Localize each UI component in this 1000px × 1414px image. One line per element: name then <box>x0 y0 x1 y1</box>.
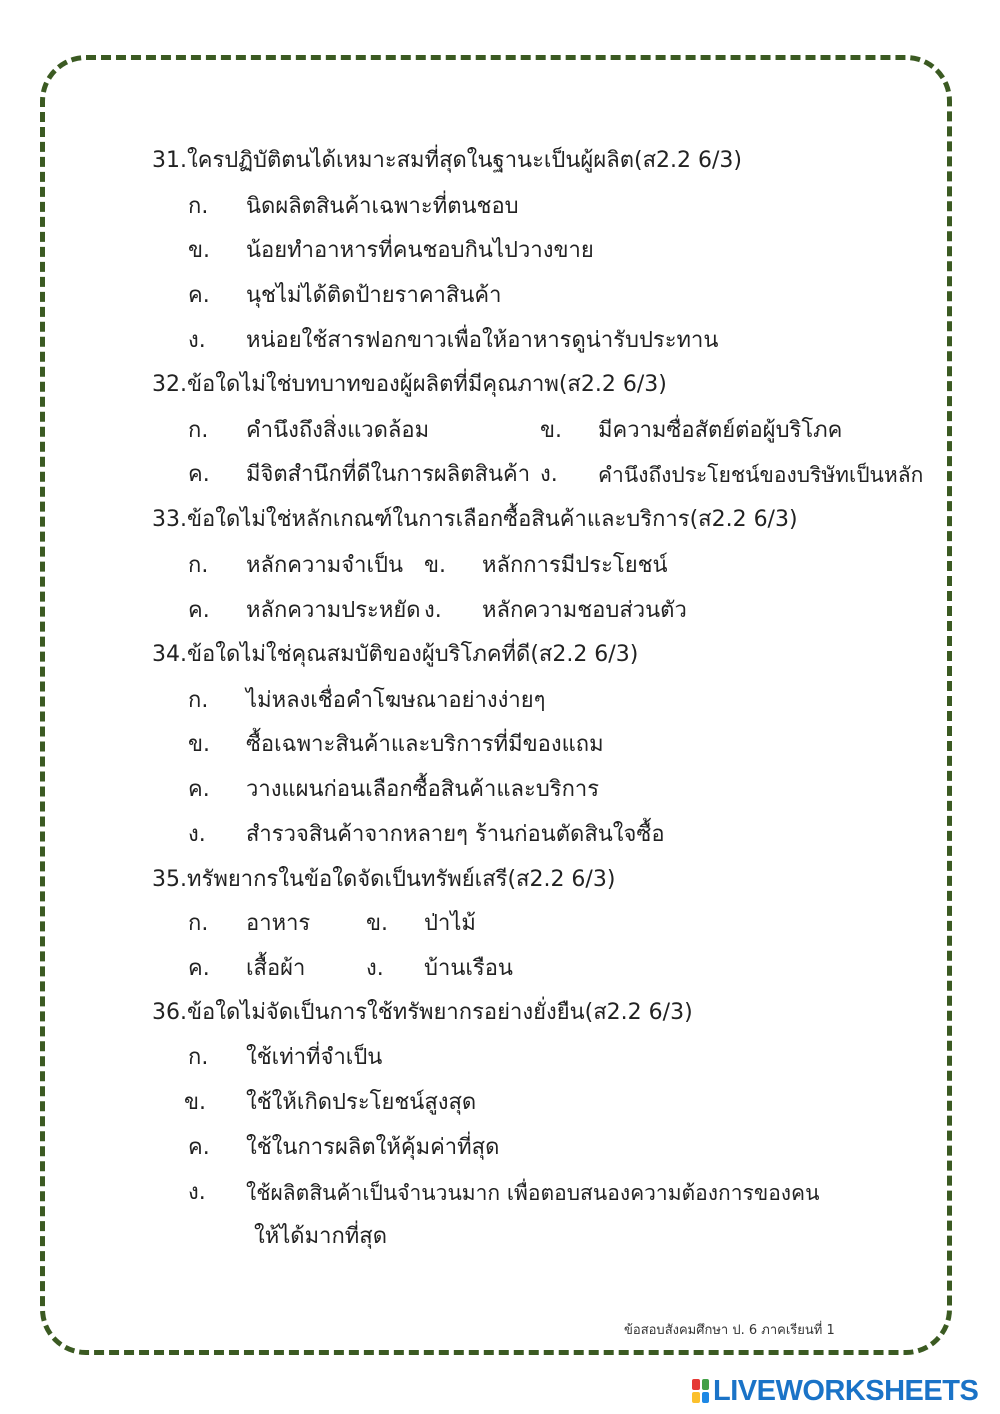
choice-text[interactable]: หลักความประหยัด <box>246 598 421 623</box>
choice-text[interactable]: วางแผนก่อนเลือกซื้อสินค้าและบริการ <box>246 777 600 802</box>
choice-label[interactable]: ง. <box>540 462 558 487</box>
choice-text[interactable]: หลักความจำเป็น <box>246 553 403 578</box>
choice-text[interactable]: นิดผลิตสินค้าเฉพาะที่ตนชอบ <box>246 194 519 219</box>
choice-label[interactable]: ก. <box>188 194 209 219</box>
choice-label[interactable]: ข. <box>424 553 447 578</box>
question-33 <box>152 505 798 535</box>
question-number: 32. <box>152 372 187 397</box>
choice-label[interactable]: ค. <box>188 956 210 981</box>
choice-text[interactable]: มีความซื่อสัตย์ต่อผู้บริโภค <box>598 418 843 443</box>
choice-label[interactable]: ง. <box>366 956 384 981</box>
choice-label[interactable]: ค. <box>188 283 210 308</box>
question-number: 36. <box>152 1000 187 1025</box>
choice-label[interactable]: ง. <box>188 822 206 847</box>
question-number: 31. <box>152 148 187 173</box>
question-text: ข้อใดไม่ใช่บทบาทของผู้ผลิตที่มีคุณภาพ(ส2.2 6/3) <box>187 372 667 397</box>
question-35 <box>152 865 615 895</box>
question-31 <box>152 146 742 176</box>
choice-text[interactable]: บ้านเรือน <box>424 956 513 981</box>
footer-caption: ข้อสอบสังคมศึกษา ป. 6 ภาคเรียนที่ 1 <box>624 1323 835 1338</box>
question-36 <box>152 998 693 1028</box>
choice-label[interactable]: ง. <box>188 1180 206 1205</box>
choice-label[interactable]: ข. <box>540 418 563 443</box>
question-text: ข้อใดไม่ใช่คุณสมบัติของผู้บริโภคที่ดี(ส2.2 6/3) <box>187 642 639 667</box>
question-34 <box>152 640 638 670</box>
choice-text[interactable]: เสื้อผ้า <box>246 956 306 981</box>
question-text: ใครปฏิบัติตนได้เหมาะสมที่สุดในฐานะเป็นผู้ผลิต(ส2.2 6/3) <box>187 148 742 173</box>
choice-label[interactable]: ก. <box>188 418 209 443</box>
choice-label[interactable]: ค. <box>188 598 210 623</box>
question-text: ข้อใดไม่จัดเป็นการใช้ทรัพยากรอย่างยั่งยืน(ส2.2 6/3) <box>187 1000 693 1025</box>
question-number: 33. <box>152 507 187 532</box>
choice-text[interactable]: ป่าไม้ <box>424 911 476 936</box>
choice-label[interactable]: ข. <box>366 911 389 936</box>
choice-label[interactable]: ค. <box>188 777 210 802</box>
choice-text[interactable]: อาหาร <box>246 911 311 936</box>
choice-text[interactable]: ใช้ผลิตสินค้าเป็นจำนวนมาก เพื่อตอบสนองความต้องการของคน <box>246 1181 820 1205</box>
choice-text-continuation[interactable]: ให้ได้มากที่สุด <box>254 1224 387 1249</box>
choice-text[interactable]: นุชไม่ได้ติดป้ายราคาสินค้า <box>246 283 502 308</box>
choice-text[interactable]: คำนึงถึงประโยชน์ของบริษัทเป็นหลัก <box>598 463 924 487</box>
choice-text[interactable]: คำนึงถึงสิ่งแวดล้อม <box>246 418 430 443</box>
choice-label[interactable]: ข. <box>188 732 211 757</box>
choice-text[interactable]: ซื้อเฉพาะสินค้าและบริการที่มีของแถม <box>246 732 604 757</box>
choice-label[interactable]: ข. <box>184 1090 207 1115</box>
choice-text[interactable]: ไม่หลงเชื่อคำโฆษณาอย่างง่ายๆ <box>246 688 546 713</box>
choice-text[interactable]: หลักการมีประโยชน์ <box>482 553 668 578</box>
choice-label[interactable]: ข. <box>188 238 211 263</box>
choice-text[interactable]: ใช้เท่าที่จำเป็น <box>246 1045 383 1070</box>
logo-grid-icon <box>692 1379 709 1403</box>
choice-text[interactable]: มีจิตสำนึกที่ดีในการผลิตสินค้า <box>246 462 531 487</box>
choice-text[interactable]: ใช้ในการผลิตให้คุ้มค่าที่สุด <box>246 1135 500 1160</box>
choice-label[interactable]: ค. <box>188 1135 210 1160</box>
choice-text[interactable]: หน่อยใช้สารฟอกขาวเพื่อให้อาหารดูน่ารับประทาน <box>246 328 719 353</box>
choice-label[interactable]: ง. <box>188 328 206 353</box>
question-32 <box>152 370 667 400</box>
liveworksheets-logo[interactable] <box>692 1376 978 1406</box>
question-text: ทรัพยากรในข้อใดจัดเป็นทรัพย์เสรี(ส2.2 6/3) <box>187 867 616 892</box>
choice-label[interactable]: ก. <box>188 553 209 578</box>
question-text: ข้อใดไม่ใช่หลักเกณฑ์ในการเลือกซื้อสินค้าและบริการ(ส2.2 6/3) <box>187 507 798 532</box>
choice-label[interactable]: ก. <box>188 688 209 713</box>
brand-name: LIVEWORKSHEETS <box>713 1374 979 1407</box>
choice-label[interactable]: ก. <box>188 911 209 936</box>
choice-text[interactable]: สำรวจสินค้าจากหลายๆ ร้านก่อนตัดสินใจซื้อ <box>246 822 665 847</box>
choice-text[interactable]: หลักความชอบส่วนตัว <box>482 598 687 623</box>
choice-text[interactable]: ใช้ให้เกิดประโยชน์สูงสุด <box>246 1090 477 1115</box>
choice-text[interactable]: น้อยทำอาหารที่คนชอบกินไปวางขาย <box>246 238 594 263</box>
question-number: 34. <box>152 642 187 667</box>
choice-label[interactable]: ก. <box>188 1045 209 1070</box>
choice-label[interactable]: ง. <box>424 598 442 623</box>
choice-label[interactable]: ค. <box>188 462 210 487</box>
question-number: 35. <box>152 867 187 892</box>
